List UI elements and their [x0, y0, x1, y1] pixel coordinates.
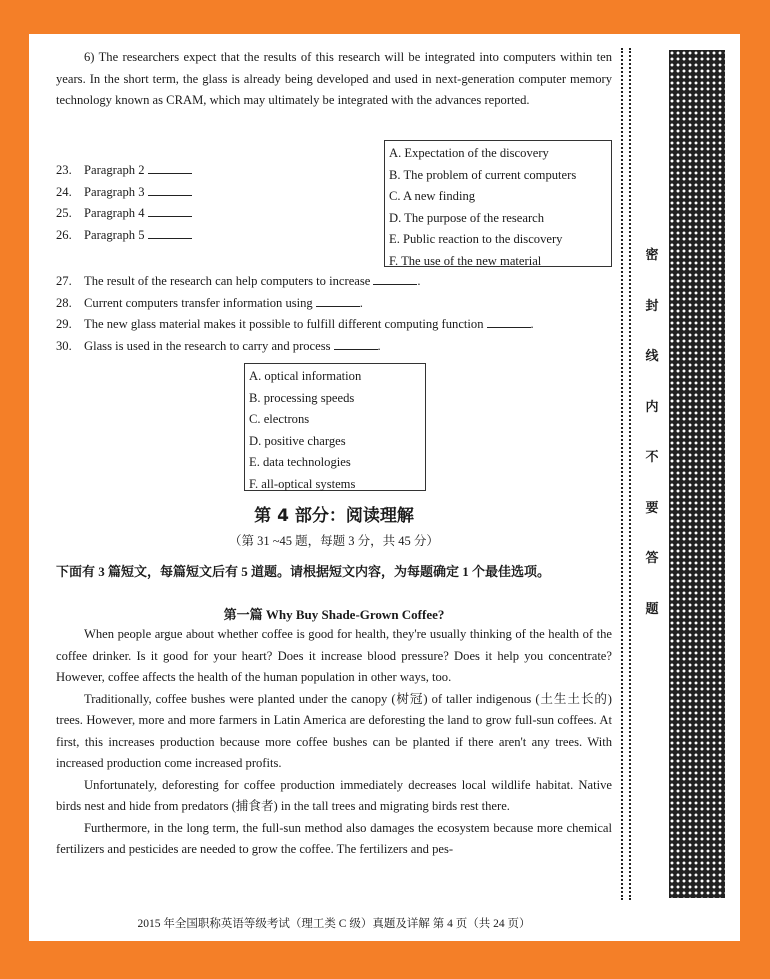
question-number: 23. [56, 163, 72, 177]
seal-character: 不 [645, 450, 659, 465]
question-text: The new glass material makes it possible to fulfill different computing function [84, 317, 484, 332]
question-text: Glass is used in the research to carry and process [84, 339, 331, 354]
answer-blank [148, 227, 192, 239]
answer-blank [487, 316, 531, 328]
matching-question [56, 160, 356, 182]
question-number: 25. [56, 206, 72, 221]
seal-text [641, 244, 663, 648]
matching-options-box [384, 140, 612, 267]
question-text: Current computers transfer information using [84, 295, 313, 310]
seal-dotted-line [629, 48, 631, 900]
passage-paragraph: Furthermore, in the long term, the full-sun method also damages the ecosystem because more chemical fertilizers and pesticides are needed to grow the coffee. The fertilizers and pes- [56, 820, 612, 856]
completion-question [56, 336, 616, 358]
instructions: 下面有 3 篇短文，每篇短文后有 5 道题。请根据短文内容，为每题确定 1 个最佳选项。 [56, 564, 551, 579]
answer-blank [148, 205, 192, 217]
matching-option: F. The use of the new material [389, 253, 542, 268]
passage-paragraph: Unfortunately, deforesting for coffee production immediately decreases local wildlife habitat. Native birds nest and hide from predators (捕食者) in the tall trees and migrating birds rest there. [56, 777, 612, 813]
answer-blank [334, 338, 378, 350]
matching-question [56, 203, 356, 225]
completion-option: C. electrons [249, 412, 310, 426]
seal-character: 封 [645, 298, 659, 314]
seal-character: 要 [645, 500, 659, 516]
section-subtitle: （第 31 ~45 题，每题 3 分，共 45 分） [229, 534, 439, 548]
seal-character: 内 [645, 399, 659, 415]
question-end: . [377, 339, 381, 354]
seal-dotted-line [621, 48, 623, 900]
question-end: . [417, 274, 421, 288]
matching-option: E. Public reaction to the discovery [389, 232, 563, 246]
answer-blank [316, 295, 360, 307]
passage-title: 第一篇 Why Buy Shade-Grown Coffee? [223, 607, 445, 622]
matching-option: C. A new finding [389, 189, 476, 203]
completion-question [56, 293, 616, 315]
completion-question [56, 314, 616, 336]
question-number: 24. [56, 184, 72, 199]
question-number: 30. [56, 339, 72, 354]
question-end: . [530, 317, 534, 332]
question-text: Paragraph 5 [84, 227, 145, 242]
completion-option: D. positive charges [249, 433, 346, 448]
page-footer: 2015 年全国职称英语等级考试（理工类 C 级）真题及详解 第 4 页（共 24 页） [137, 918, 531, 930]
passage-paragraph: Traditionally, coffee bushes were planted under the canopy (树冠) of taller indigenous (土生土长的) trees. However, more and more farmers in Latin America are deforesting the land to grow full-sun coffees. At first, this increases production because more coffee bushes can be planted if there aren't any trees. With increased production come increased profits. [56, 691, 612, 770]
matching-questions [56, 160, 356, 246]
question-number: 26. [56, 227, 72, 242]
paragraph-6: 6) The researchers expect that the results of this research will be integrated into computers within ten years. In the short term, the glass is already being developed and used in next-generation computer memory technology known as CRAM, which may ultimately be integrated with the advances reported. [56, 50, 612, 107]
seal-pattern [669, 50, 725, 898]
seal-character: 密 [645, 248, 659, 263]
completion-option: E. data technologies [249, 455, 351, 469]
question-text: Paragraph 2 [84, 163, 145, 177]
matching-question [56, 182, 356, 204]
seal-character: 线 [645, 349, 659, 364]
question-end: . [359, 295, 363, 310]
completion-questions [56, 271, 616, 358]
passage [56, 624, 612, 861]
completion-options-box [244, 363, 426, 491]
answer-blank [373, 273, 417, 285]
question-number: 28. [56, 295, 72, 310]
answer-blank [148, 162, 192, 174]
completion-option: F. all-optical systems [249, 476, 356, 491]
question-number: 29. [56, 317, 72, 332]
passage-paragraph: When people argue about whether coffee is good for health, they're usually thinking of the health of the coffee drinker. Is it good for your heart? Does it increase blood pressure? Does it help you concentrate? However, coffee affects the health of the human population in other ways, too. [56, 627, 612, 684]
matching-option: B. The problem of current computers [389, 167, 577, 182]
section-title: 第 4 部分：阅读理解 [254, 506, 414, 526]
question-text: Paragraph 3 [84, 184, 145, 199]
completion-question [56, 271, 616, 293]
question-text: The result of the research can help computers to increase [84, 274, 371, 288]
matching-question [56, 225, 356, 247]
matching-option: D. The purpose of the research [389, 210, 545, 225]
answer-blank [148, 184, 192, 196]
question-text: Paragraph 4 [84, 206, 145, 221]
exam-page [29, 34, 740, 941]
question-number: 27. [56, 274, 72, 288]
completion-option: B. processing speeds [249, 390, 355, 405]
matching-option: A. Expectation of the discovery [389, 146, 549, 160]
seal-character: 题 [645, 601, 659, 617]
completion-option: A. optical information [249, 369, 362, 383]
seal-character: 答 [645, 551, 659, 566]
